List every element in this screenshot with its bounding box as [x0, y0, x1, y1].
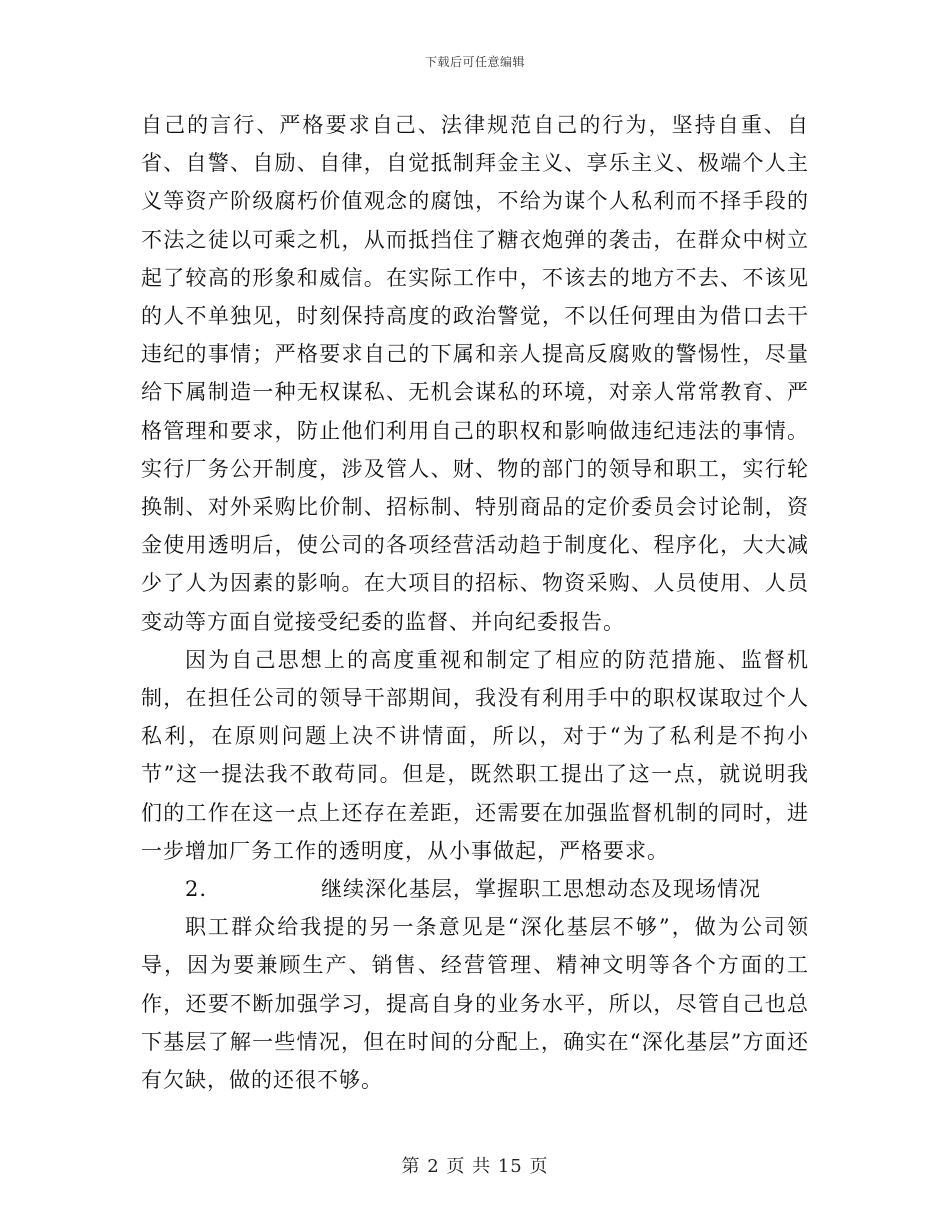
section-heading [141, 870, 809, 908]
body-paragraph-1: 自己的言行、严格要求自己、法律规范自己的行为，坚持自重、自省、自警、自励、自律，自觉抵制拜金主义、享乐主义、极端个人主义等资产阶级腐朽价值观念的腐蚀，不给为谋个人私利而不择手段的不法之徒以可乘之机，从而抵挡住了糖衣炮弹的袭击，在群众中树立起了较高的形象和威信。在实际工作中，不该去的地方不去、不该见的人不单独见，时刻保持高度的政治警觉，不以任何理由为借口去干违纪的事情；严格要求自己的下属和亲人提高反腐败的警惕性，尽量给下属制造一种无权谋私、无机会谋私的环境，对亲人常常教育、严格管理和要求，防止他们利用自己的职权和影响做违纪违法的事情。实行厂务公开制度，涉及管人、财、物的部门的领导和职工，实行轮换制、对外采购比价制、招标制、特别商品的定价委员会讨论制，资金使用透明后，使公司的各项经营活动趋于制度化、程序化，大大减少了人为因素的影响。在大项目的招标、物资采购、人员使用、人员变动等方面自觉接受纪委的监督、并向纪委报告。 [141, 113, 809, 634]
page-header: 下载后可任意编辑 [424, 55, 525, 69]
section-heading-text: 继续深化基层，掌握职工思想动态及现场情况 [321, 877, 761, 902]
page-footer: 第 2 页 共 15 页 [401, 1156, 549, 1177]
section-heading-number: 2. [185, 877, 208, 902]
body-paragraph-2: 因为自己思想上的高度重视和制定了相应的防范措施、监督机制，在担任公司的领导干部期间，我没有利用手中的职权谋取过个人私利，在原则问题上决不讲情面，所以，对于“为了私利是不拘小节”这一提法我不敢苟同。但是，既然职工提出了这一点，就说明我们的工作在这一点上还存在差距，还需要在加强监督机制的同时，进一步增加厂务工作的透明度，从小事做起，严格要求。 [141, 647, 809, 863]
page-content [141, 106, 809, 1099]
body-paragraph-3: 职工群众给我提的另一条意见是“深化基层不够”，做为公司领导，因为要兼顾生产、销售、经营管理、精神文明等各个方面的工作，还要不断加强学习，提高自身的业务水平，所以，尽管自己也总下基层了解一些情况，但在时间的分配上，确实在“深化基层”方面还有欠缺，做的还很不够。 [141, 915, 809, 1093]
